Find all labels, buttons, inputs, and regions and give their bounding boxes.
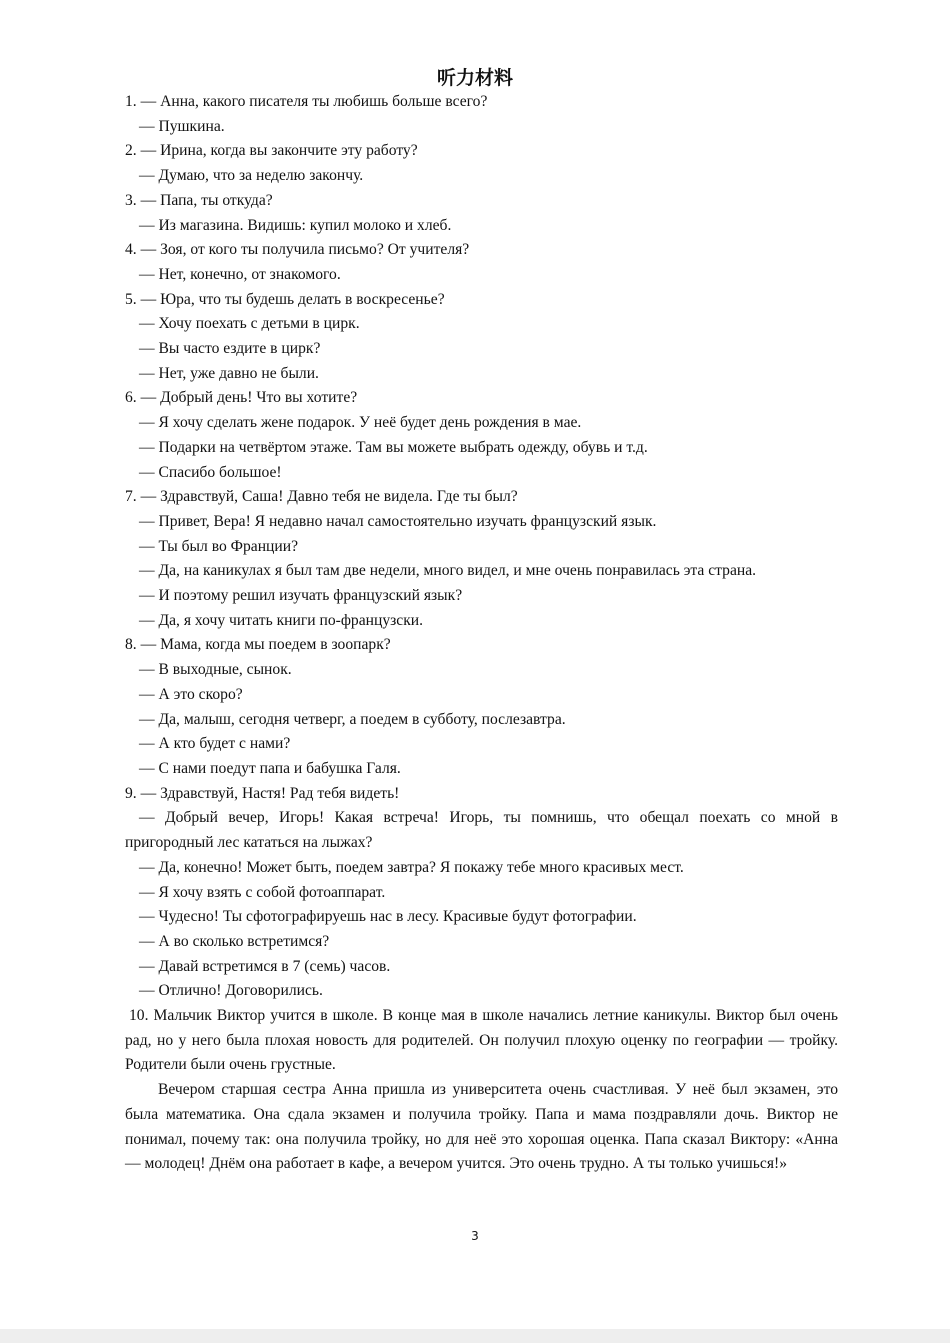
dialogue-6-line-2: — Я хочу сделать жене подарок. У неё будет день рождения в мае. — [139, 414, 582, 432]
page-bottom-edge — [0, 1329, 950, 1343]
dialogue-7-line-5: — И поэтому решил изучать французский язык? — [139, 587, 463, 605]
dialogue-8-line-6: — С нами поедут папа и бабушка Галя. — [139, 759, 401, 777]
dialogue-9-line-1: 9. — Здравствуй, Настя! Рад тебя видеть! — [125, 784, 400, 802]
dialogue-9-line-3: — Да, конечно! Может быть, поедем завтра? Я покажу тебе много красивых мест. — [139, 858, 684, 876]
dialogue-5-line-4: — Нет, уже давно не были. — [139, 364, 319, 382]
dialogue-6-line-1: 6. — Добрый день! Что вы хотите? — [125, 389, 358, 407]
dialogue-2-line-2: — Думаю, что за неделю закончу. — [139, 167, 364, 185]
dialogue-9-line-2: — Добрый вечер, Игорь! Какая встреча! Игорь, ты помнишь, что обещал поехать со мной в пригородный лес кататься на лыжах? — [125, 809, 838, 852]
dialogue-6-line-3: — Подарки на четвёртом этаже. Там вы можете выбрать одежду, обувь и т.д. — [139, 438, 648, 456]
dialogue-9-line-6: — А во сколько встретимся? — [139, 932, 330, 950]
dialogue-1-line-1: 1. — Анна, какого писателя ты любишь больше всего? — [125, 93, 488, 110]
dialogue-9-line-4: — Я хочу взять с собой фотоаппарат. — [139, 883, 386, 901]
dialogue-7-line-4: — Да, на каникулах я был там две недели, много видел, и мне очень понравилась эта страна. — [139, 562, 757, 580]
dialogue-9-line-8: — Отлично! Договорились. — [139, 982, 323, 1000]
dialogue-8-line-4: — Да, малыш, сегодня четверг, а поедем в субботу, послезавтра. — [139, 710, 566, 728]
listening-transcript — [125, 90, 838, 1177]
dialogue-1-line-2: — Пушкина. — [139, 117, 225, 135]
dialogue-2-line-1: 2. — Ирина, когда вы закончите эту работу? — [125, 142, 418, 160]
dialogue-9-line-5: — Чудесно! Ты сфотографируешь нас в лесу. Красивые будут фотографии. — [139, 908, 637, 926]
dialogue-7-line-6: — Да, я хочу читать книги по-французски. — [139, 611, 424, 629]
page-number: 3 — [471, 1229, 479, 1243]
page-title: 听力材料 — [436, 67, 513, 89]
dialogue-8-line-2: — В выходные, сынок. — [139, 661, 292, 679]
dialogue-3-line-2: — Из магазина. Видишь: купил молоко и хлеб. — [139, 216, 452, 234]
dialogue-4-line-1: 4. — Зоя, от кого ты получила письмо? От учителя? — [125, 241, 470, 259]
dialogue-7-line-2: — Привет, Вера! Я недавно начал самостоятельно изучать французский язык. — [139, 512, 657, 530]
dialogue-8-line-1: 8. — Мама, когда мы поедем в зоопарк? — [125, 636, 391, 654]
dialogue-8-line-5: — А кто будет с нами? — [139, 735, 291, 753]
dialogue-7-line-3: — Ты был во Франции? — [139, 537, 298, 555]
dialogue-7-line-1: 7. — Здравствуй, Саша! Давно тебя не видела. Где ты был? — [125, 488, 518, 506]
dialogue-4-line-2: — Нет, конечно, от знакомого. — [139, 265, 341, 283]
dialogue-6-line-4: — Спасибо большое! — [139, 463, 282, 481]
dialogue-9-line-7: — Давай встретимся в 7 (семь) часов. — [139, 957, 391, 975]
story-paragraph-2: Вечером старшая сестра Анна пришла из университета очень счастливая. У неё был экзамен, это была математика. Она сдала экзамен и получила тройку. Папа и мама поздравляли дочь. Виктор не понимал, почему так: она получила тройку, но для неё это хорошая оценка. Папа сказал Виктору: «Анна — молодец! Днём она работает в кафе, а вечером учится. Это очень трудно. А ты только учишься!» — [125, 1081, 838, 1173]
dialogue-5-line-3: — Вы часто ездите в цирк? — [139, 340, 321, 358]
story-paragraph-1: 10. Мальчик Виктор учится в школе. В конце мая в школе начались летние каникулы. Виктор был очень рад, но у него была плохая новость для родителей. Он получил плохую оценку по географии — тройку. Родители были очень грустные. — [125, 1007, 838, 1074]
dialogue-3-line-1: 3. — Папа, ты откуда? — [125, 191, 273, 209]
dialogue-5-line-1: 5. — Юра, что ты будешь делать в воскресенье? — [125, 290, 445, 308]
dialogue-5-line-2: — Хочу поехать с детьми в цирк. — [139, 315, 360, 333]
dialogue-8-line-3: — А это скоро? — [139, 685, 243, 703]
